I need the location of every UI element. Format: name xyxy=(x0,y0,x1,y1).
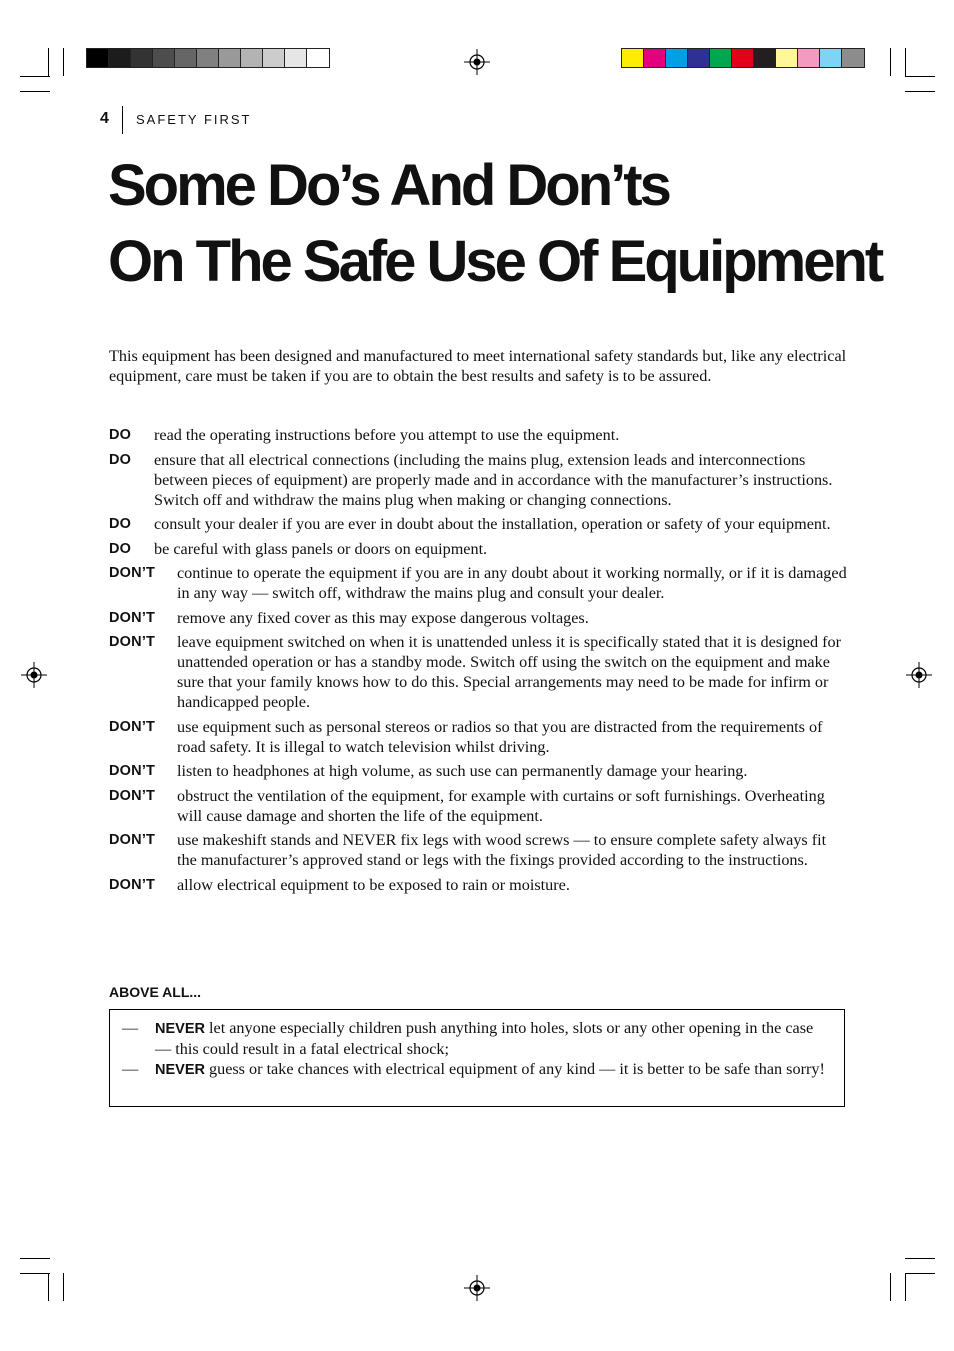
rule-item xyxy=(109,425,849,445)
color-swatch xyxy=(732,49,754,67)
rule-text: use equipment such as personal stereos or radios so that you are distracted from the requirements of road safety. It is illegal to watch television whilst driving. xyxy=(177,717,823,756)
never-item-body xyxy=(155,1018,830,1059)
rule-text: listen to headphones at high volume, as such use can permanently damage your hearing. xyxy=(177,762,748,780)
rule-text: remove any fixed cover as this may expose dangerous voltages. xyxy=(177,608,589,627)
never-item-body xyxy=(155,1059,825,1080)
grayscale-color-bar xyxy=(86,48,330,68)
color-swatch xyxy=(710,49,732,67)
gray-swatch xyxy=(241,49,263,67)
rule-item xyxy=(109,563,849,603)
rule-label: DON’T xyxy=(109,565,156,581)
color-swatch xyxy=(754,49,776,67)
rule-label: DON’T xyxy=(109,609,156,626)
rule-text: use makeshift stands and NEVER fix legs with wood screws — to ensure complete safety always fit the manufacturer’s approved stand or legs with the fixings provided according to the instructions. xyxy=(177,831,827,869)
color-swatch xyxy=(776,49,798,67)
rule-text: read the operating instructions before you attempt to use the equipment. xyxy=(154,426,620,444)
rule-label: DON’T xyxy=(109,718,156,735)
color-swatch xyxy=(666,49,688,67)
color-swatch xyxy=(798,49,820,67)
color-swatch xyxy=(622,49,644,67)
section-label: SAFETY FIRST xyxy=(136,112,252,127)
gray-swatch xyxy=(197,49,219,67)
gray-swatch xyxy=(285,49,307,67)
gray-swatch xyxy=(153,49,175,67)
color-swatch xyxy=(644,49,666,67)
rule-text: allow electrical equipment to be exposed to rain or moisture. xyxy=(177,875,570,894)
intro-paragraph: This equipment has been designed and manufactured to meet international safety standards but, like any electrical equipment, care must be taken if you are to obtain the best results and safety is to be assured. xyxy=(109,347,847,385)
gray-swatch xyxy=(87,49,109,67)
rule-item xyxy=(109,450,849,510)
never-item-text: let anyone especially children push anything into holes, slots or any other opening in the case — this could result in a fatal electrical shock; xyxy=(155,1019,814,1058)
gray-swatch xyxy=(219,49,241,67)
rule-item xyxy=(109,830,849,870)
rule-label: DO xyxy=(109,427,132,443)
rule-item xyxy=(109,539,849,559)
rule-text: leave equipment switched on when it is unattended unless it is specifically stated that it is designed for unattended operation or has a standby mode. Switch off using the switch on the equipment and make sure that your family knows how to do this. Special arrangements may need to be made for infirm or handicapped people. xyxy=(177,633,841,711)
color-swatch xyxy=(820,49,842,67)
rule-text: obstruct the ventilation of the equipment, for example with curtains or soft furnishings. Overheating will cause damage and shorten the life of the equipment. xyxy=(177,786,825,825)
rule-label: DON’T xyxy=(109,634,156,650)
never-item-text: guess or take chances with electrical equipment of any kind — it is better to be safe than sorry! xyxy=(204,1060,825,1078)
rule-label: DO xyxy=(109,540,132,557)
rule-item xyxy=(109,875,849,895)
rule-item xyxy=(109,608,849,628)
color-swatch xyxy=(842,49,864,67)
rule-text: consult your dealer if you are ever in doubt about the installation, operation or safety of your equipment. xyxy=(154,515,831,533)
gray-swatch xyxy=(131,49,153,67)
never-item xyxy=(122,1018,830,1059)
gray-swatch xyxy=(307,49,329,67)
rule-label: DO xyxy=(109,516,132,532)
registration-mark-icon xyxy=(906,662,932,688)
gray-swatch xyxy=(175,49,197,67)
rule-item xyxy=(109,514,849,534)
dos-and-donts-list xyxy=(109,425,849,899)
gray-swatch xyxy=(109,49,131,67)
gray-swatch xyxy=(263,49,285,67)
rule-item xyxy=(109,786,849,826)
never-warning-box xyxy=(109,1009,845,1107)
rule-label: DO xyxy=(109,451,132,468)
rule-text: continue to operate the equipment if you are in any doubt about it working normally, or if it is damaged in any way — switch off, withdraw the mains plug and consult your dealer. xyxy=(177,564,847,602)
rule-label: DON’T xyxy=(109,832,156,848)
never-item-dash: — xyxy=(122,1019,139,1037)
rule-text: ensure that all electrical connections (including the mains plug, extension leads and interconnections between pieces of equipment) are properly made and in accordance with the manufacturer’s instructions. Switch off and withdraw the mains plug when making or changing connections. xyxy=(154,450,833,509)
page-title-line-2: On The Safe Use Of Equipment xyxy=(108,229,882,294)
rule-text: be careful with glass panels or doors on equipment. xyxy=(154,539,488,558)
never-item-dash: — xyxy=(122,1060,139,1078)
above-all-heading: ABOVE ALL... xyxy=(109,984,202,1000)
header-divider xyxy=(122,106,123,134)
rule-label: DON’T xyxy=(109,876,156,893)
rule-label: DON’T xyxy=(109,787,156,804)
color-swatch xyxy=(688,49,710,67)
never-item xyxy=(122,1059,830,1080)
never-keyword: NEVER xyxy=(155,1062,205,1078)
rule-label: DON’T xyxy=(109,763,156,779)
registration-mark-icon xyxy=(464,49,490,75)
registration-mark-icon xyxy=(464,1275,490,1301)
rule-item xyxy=(109,717,849,757)
rule-item xyxy=(109,761,849,781)
process-color-bar xyxy=(621,48,865,68)
registration-mark-icon xyxy=(21,662,47,688)
never-keyword: NEVER xyxy=(155,1021,205,1037)
page-number: 4 xyxy=(100,110,109,127)
rule-item xyxy=(109,632,849,712)
page-title xyxy=(108,148,908,300)
page-title-line-1: Some Do’s And Don’ts xyxy=(108,153,669,218)
